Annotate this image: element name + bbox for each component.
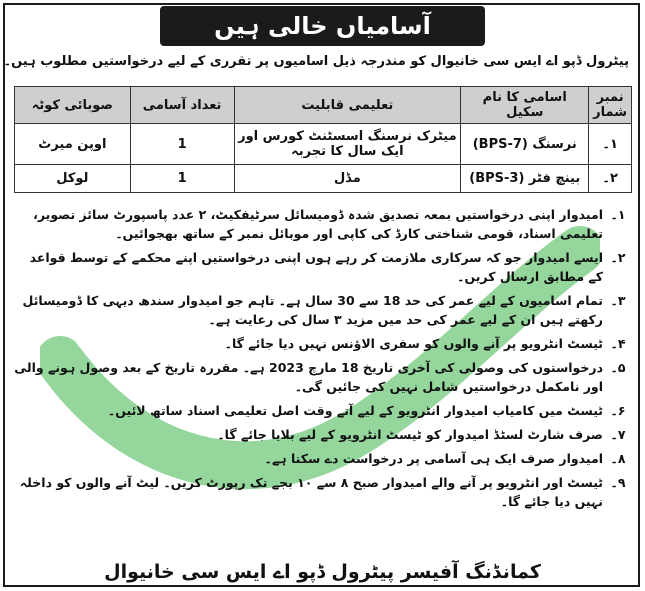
item-text: درخواستوں کی وصولی کی آخری تاریخ 18 مارچ 2023 ہے۔ مقررہ تاریخ کے بعد وصول ہونے والی اور نامکمل درخواستیں شامل نہیں کی جائیں گی۔ [14,360,603,394]
table-header-row [15,87,632,124]
item-number: ۸۔ [610,451,626,466]
item-number: ۷۔ [610,427,626,442]
list-item [14,334,633,353]
item-text: تمام اسامیوں کے لیے عمر کی حد 18 سے 30 سال ہے۔ تاہم جو امیدوار سندھ دیہی کا ڈومیسائل رکھتے ہیں ان کے لیے عمر کی حد میں مزید ۳ سال کی رعایت ہے۔ [22,293,603,327]
item-number: ۵۔ [610,360,626,375]
item-number: ۲۔ [610,250,626,265]
page-title: آسامیاں خالی ہیں [160,6,485,46]
list-item [14,291,633,329]
list-item [14,205,633,243]
cell-quota: لوکل [15,165,131,193]
posts-table [14,86,632,193]
header-post-name: اسامی کا نام سکیل [461,87,589,124]
intro-text: پیٹرول ڈپو اے ایس سی خانیوال کو مندرجہ ذیل اسامیوں پر تقرری کے لیے درخواستیں مطلوب ہیں۔ [3,54,629,69]
item-text: ٹیسٹ انٹرویو پر آنے والوں کو سفری الاؤنس نہیں دیا جائے گا۔ [224,336,603,351]
item-text: امیدوار اپنی درخواستیں بمعہ تصدیق شدہ ڈومیسائل سرٹیفکیٹ، ۲ عدد پاسپورٹ سائز تصویر، تعلیمی اسناد، قومی شناختی کارڈ کی کاپی اور موبائل نمبر کے ساتھ بھجوائیں۔ [33,207,603,241]
header-serial: نمبر شمار [589,87,632,124]
instructions-list [14,205,633,516]
cell-qualification: مڈل [234,165,461,193]
cell-post-name: نرسنگ (BPS-7) [461,124,589,165]
list-item [14,248,633,286]
item-number: ۱۔ [610,207,626,222]
table-row [15,124,632,165]
cell-post-name: بینچ فٹر (BPS-3) [461,165,589,193]
item-text: ٹیسٹ میں کامیاب امیدوار انٹرویو کے لیے آتے وقت اصل تعلیمی اسناد ساتھ لائیں۔ [107,403,603,418]
cell-quota: اوپن میرٹ [15,124,131,165]
cell-count: 1 [130,124,234,165]
signature-footer: کمانڈنگ آفیسر پیٹرول ڈپو اے ایس سی خانیوال [104,561,541,583]
list-item [14,358,633,396]
cell-count: 1 [130,165,234,193]
list-item [14,425,633,444]
header-qualification: تعلیمی قابلیت [234,87,461,124]
header-count: تعداد آسامی [130,87,234,124]
list-item [14,449,633,468]
item-text: صرف شارٹ لسٹڈ امیدوار کو ٹیسٹ انٹرویو کے لیے بلایا جائے گا۔ [217,427,603,442]
item-text: ٹیسٹ اور انٹرویو پر آنے والے امیدوار صبح ۸ سے ۱۰ بجے تک رپورٹ کریں۔ لیٹ آنے والوں کو داخلہ نہیں دیا جائے گا۔ [19,475,603,509]
item-text: امیدوار صرف ایک ہی آسامی پر درخواست دے سکتا ہے۔ [264,451,603,466]
item-number: ۴۔ [610,336,626,351]
cell-qualification: میٹرک نرسنگ اسسٹنٹ کورس اور ایک سال کا تجربہ [234,124,461,165]
cell-serial: ۲۔ [589,165,632,193]
item-number: ۶۔ [610,403,626,418]
list-item [14,401,633,420]
item-text: ایسے امیدوار جو کہ سرکاری ملازمت کر رہے ہوں اپنی درخواستیں اپنے محکمے کے توسط قواعد کے مطابق ارسال کریں۔ [29,250,603,284]
table-row [15,165,632,193]
header-quota: صوبائی کوٹہ [15,87,131,124]
item-number: ۳۔ [610,293,626,308]
list-item [14,473,633,511]
cell-serial: ۱۔ [589,124,632,165]
item-number: ۹۔ [610,475,626,490]
